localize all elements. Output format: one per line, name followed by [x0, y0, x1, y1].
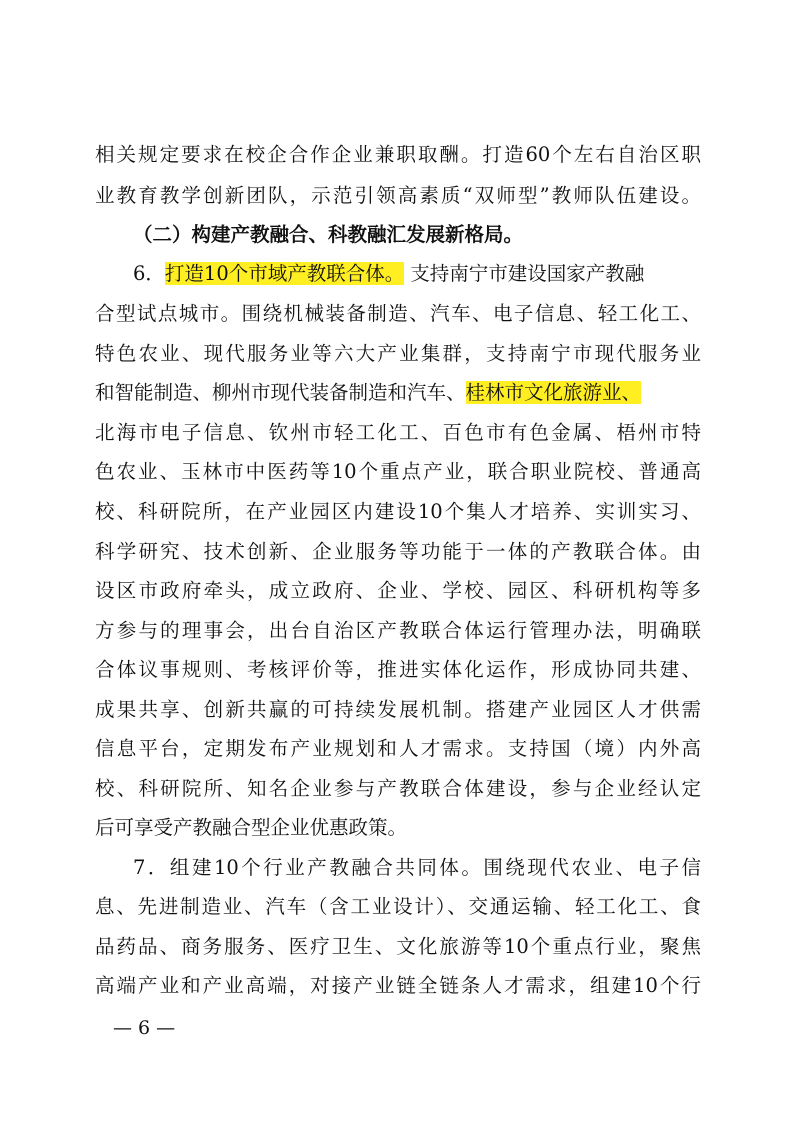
- paragraph-line: 7．组建10个行业产教融合共同体。围绕现代农业、电子信: [133, 856, 701, 879]
- paragraph-line: 后可享受产教融合型企业优惠政策。: [95, 816, 408, 839]
- paragraph-line: [95, 378, 641, 408]
- paragraph-line: 设区市政府牵头，成立政府、企业、学校、园区、科研机构等多: [95, 579, 701, 602]
- paragraph-line: 合体议事规则、考核评价等，推进实体化运作，形成协同共建、: [95, 658, 701, 681]
- paragraph-line: 校、科研院所，在产业园区内建设10个集人才培养、实训实习、: [95, 500, 701, 523]
- paragraph-line: 校、科研院所、知名企业参与产教联合体建设，参与企业经认定: [95, 777, 701, 800]
- paragraph-line: 品药品、商务服务、医疗卫生、文化旅游等10个重点行业，聚焦: [95, 935, 701, 958]
- paragraph-line: [133, 259, 644, 289]
- paragraph-line: 相关规定要求在校企合作企业兼职取酬。打造60个左右自治区职: [95, 143, 701, 166]
- paragraph-line: 特色农业、现代服务业等六大产业集群，支持南宁市现代服务业: [95, 342, 701, 365]
- highlighted-text: 桂林市文化旅游业、: [465, 381, 642, 404]
- paragraph-line: 科学研究、技术创新、企业服务等功能于一体的产教联合体。由: [95, 540, 701, 563]
- paragraph-line: 方参与的理事会，出台自治区产教联合体运行管理办法，明确联: [95, 619, 701, 642]
- paragraph-text: 支持南宁市建设国家产教融: [410, 262, 645, 285]
- paragraph-line: 高端产业和产业高端，对接产业链全链条人才需求，组建10个行: [95, 974, 701, 997]
- highlighted-text: 打造10个市域产教联合体。: [164, 262, 405, 285]
- page-number: — 6 —: [113, 1017, 176, 1039]
- paragraph-line: 合型试点城市。围绕机械装备制造、汽车、电子信息、轻工化工、: [95, 302, 701, 325]
- paragraph-line: 色农业、玉林市中医药等10个重点产业，联合职业院校、普通高: [95, 460, 701, 483]
- section-heading: （二）构建产教融合、科教融汇发展新格局。: [133, 223, 524, 246]
- item-number: 6．: [133, 262, 165, 285]
- paragraph-text: 和智能制造、柳州市现代装备制造和汽车、: [95, 381, 466, 404]
- paragraph-line: 息、先进制造业、汽车（含工业设计）、交通运输、轻工化工、食: [95, 895, 701, 918]
- paragraph-line: 信息平台，定期发布产业规划和人才需求。支持国（境）内外高: [95, 737, 701, 760]
- paragraph-line: 北海市电子信息、钦州市轻工化工、百色市有色金属、梧州市特: [95, 421, 701, 444]
- paragraph-line: 业教育教学创新团队，示范引领高素质“双师型”教师队伍建设。: [95, 184, 701, 207]
- paragraph-line: 成果共享、创新共赢的可持续发展机制。搭建产业园区人才供需: [95, 698, 701, 721]
